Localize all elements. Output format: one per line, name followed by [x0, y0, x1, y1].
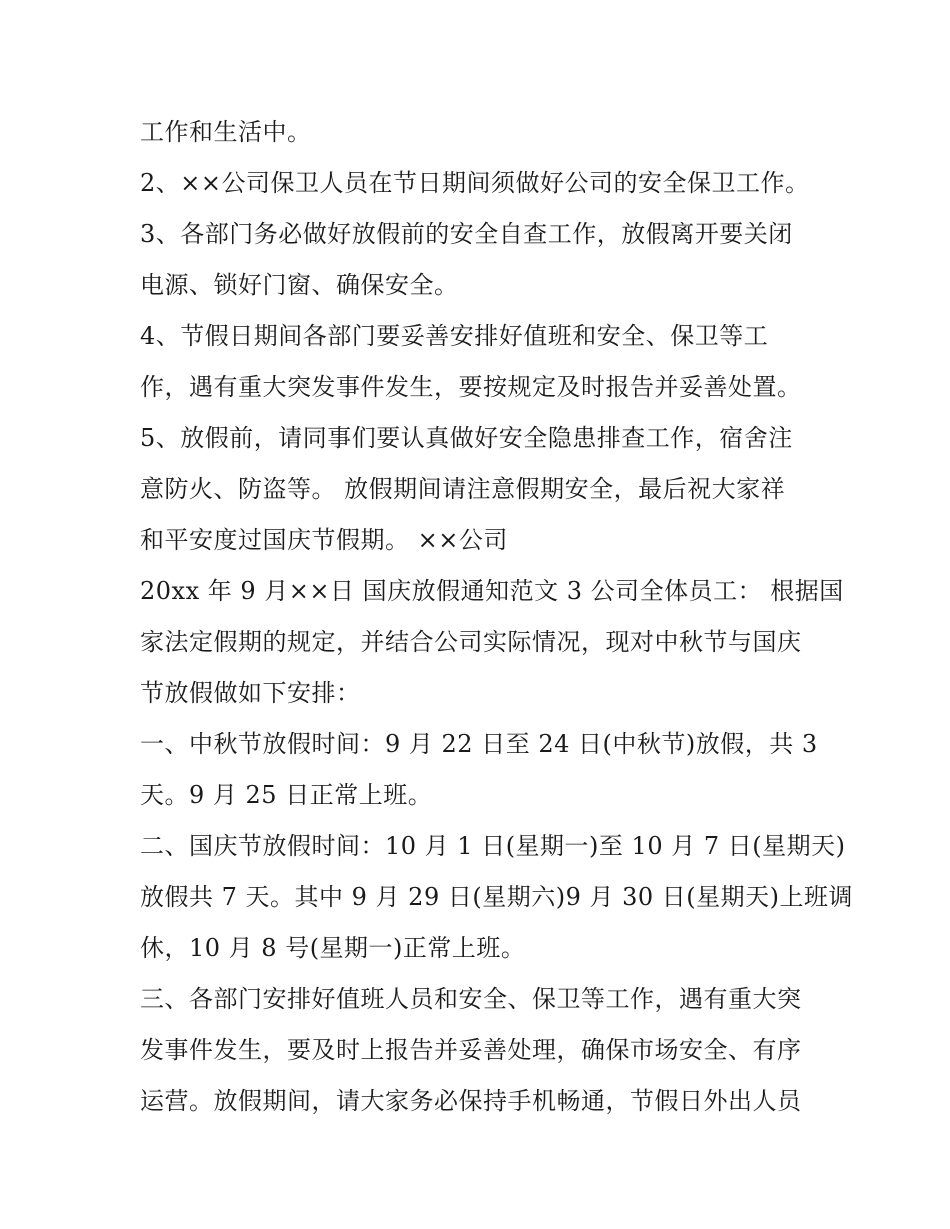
text-line: 家法定假期的规定，并结合公司实际情况，现对中秋节与国庆 [140, 628, 802, 656]
text-line: 休，10 月 8 号(星期一)正常上班。 [140, 934, 526, 962]
text-line: 意防火、防盗等。 放假期间请注意假期安全，最后祝大家祥 [140, 475, 786, 503]
text-line: 节放假做如下安排： [140, 679, 361, 707]
text-line: 作，遇有重大突发事件发生，要按规定及时报告并妥善处置。 [140, 373, 802, 401]
text-line: 工作和生活中。 [140, 118, 312, 146]
text-line: 20xx 年 9 月××日 国庆放假通知范文 3 公司全体员工： 根据国 [140, 577, 844, 605]
text-line: 运营。放假期间，请大家务必保持手机畅通，节假日外出人员 [140, 1087, 802, 1115]
text-line: 二、国庆节放假时间：10 月 1 日(星期一)至 10 月 7 日(星期天) [140, 832, 846, 860]
document-body [140, 107, 853, 1127]
text-line: 4、节假日期间各部门要妥善安排好值班和安全、保卫等工 [140, 322, 769, 350]
text-line: 天。9 月 25 日正常上班。 [140, 781, 433, 809]
text-line: 和平安度过国庆节假期。 ××公司 [140, 526, 508, 554]
text-line: 发事件发生，要及时上报告并妥善处理，确保市场安全、有序 [140, 1036, 802, 1064]
text-line: 放假共 7 天。其中 9 月 29 日(星期六)9 月 30 日(星期天)上班调 [140, 883, 853, 911]
text-line: 5、放假前，请同事们要认真做好安全隐患排查工作，宿舍注 [140, 424, 793, 452]
text-line: 3、各部门务必做好放假前的安全自查工作，放假离开要关闭 [140, 220, 793, 248]
text-line: 三、各部门安排好值班人员和安全、保卫等工作，遇有重大突 [140, 985, 802, 1013]
text-line: 电源、锁好门窗、确保安全。 [140, 271, 459, 299]
text-line: 一、中秋节放假时间：9 月 22 日至 24 日(中秋节)放假，共 3 [140, 730, 818, 758]
text-line: 2、××公司保卫人员在节日期间须做好公司的安全保卫工作。 [140, 169, 810, 197]
